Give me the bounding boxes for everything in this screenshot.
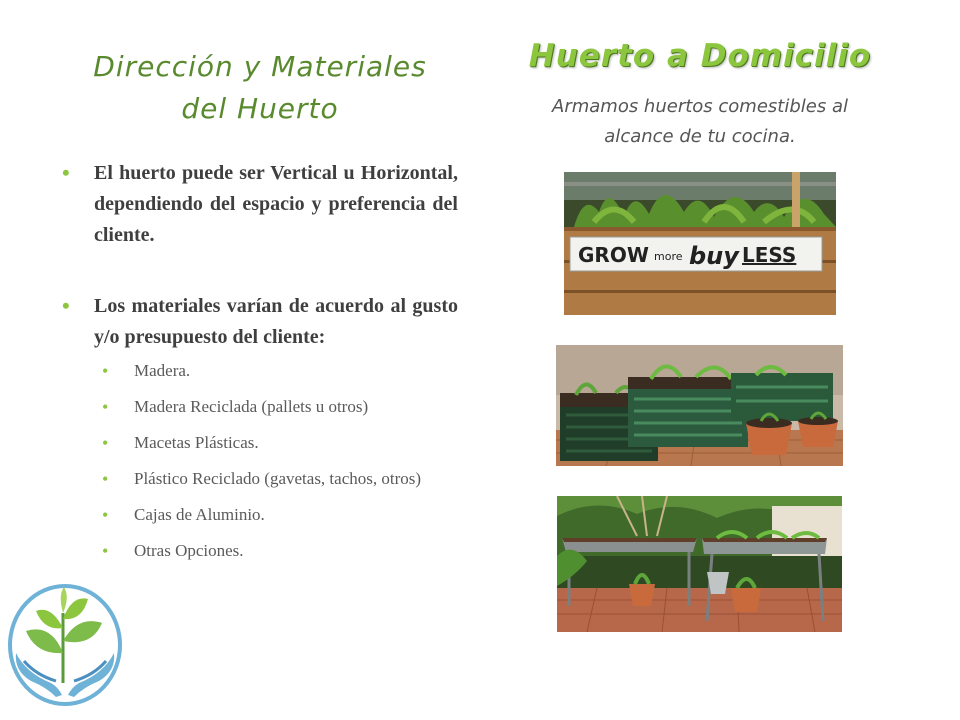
material-text: Macetas Plásticas. (134, 433, 259, 452)
bullet-text: Los materiales varían de acuerdo al gusto y/o presupuesto del cliente: (94, 295, 458, 348)
bullet-icon: • (62, 160, 70, 185)
bullet-icon: • (102, 433, 109, 453)
plant-in-hands-icon (6, 583, 124, 707)
material-text: Cajas de Aluminio. (134, 505, 265, 524)
left-title-line2: del Huerto (181, 92, 339, 125)
photo-metal-tables (557, 496, 842, 632)
sign-grow: GROW (578, 243, 649, 267)
bullet-text: El huerto puede ser Vertical u Horizontal, dependiendo del espacio y preferencia del cliente. (94, 162, 458, 246)
left-title-line1: Dirección y Materiales (93, 50, 427, 83)
sign-less: LESS (742, 243, 797, 267)
photo-plastic-crates (556, 345, 843, 466)
material-item (102, 503, 458, 527)
main-title: Huerto a Domicilio (528, 38, 872, 74)
subtitle-line2: alcance de tu cocina. (604, 126, 796, 147)
bullet-item (62, 158, 458, 251)
sign-buy: buy (689, 242, 739, 270)
material-text: Otras Opciones. (134, 541, 244, 560)
material-item (102, 359, 458, 383)
bullet-icon: • (102, 505, 109, 525)
bullet-icon: • (102, 397, 109, 417)
bullet-icon: • (62, 293, 70, 318)
bullet-icon: • (102, 541, 109, 561)
material-text: Madera. (134, 361, 191, 380)
left-title (60, 46, 460, 130)
bullet-item (62, 291, 458, 353)
material-item (102, 467, 458, 491)
material-item (102, 539, 458, 563)
bullet-list (62, 158, 458, 575)
material-text: Plástico Reciclado (gavetas, tachos, otros) (134, 469, 422, 488)
photo-wooden-planter (564, 172, 836, 315)
material-item (102, 431, 458, 455)
bullet-icon: • (102, 469, 109, 489)
sign-more: more (654, 250, 683, 263)
material-item (102, 395, 458, 419)
subtitle (505, 92, 895, 152)
material-text: Madera Reciclada (pallets u otros) (134, 397, 369, 416)
materials-list (102, 359, 458, 563)
subtitle-line1: Armamos huertos comestibles al (552, 96, 848, 117)
logo (6, 583, 124, 707)
bullet-icon: • (102, 361, 109, 381)
